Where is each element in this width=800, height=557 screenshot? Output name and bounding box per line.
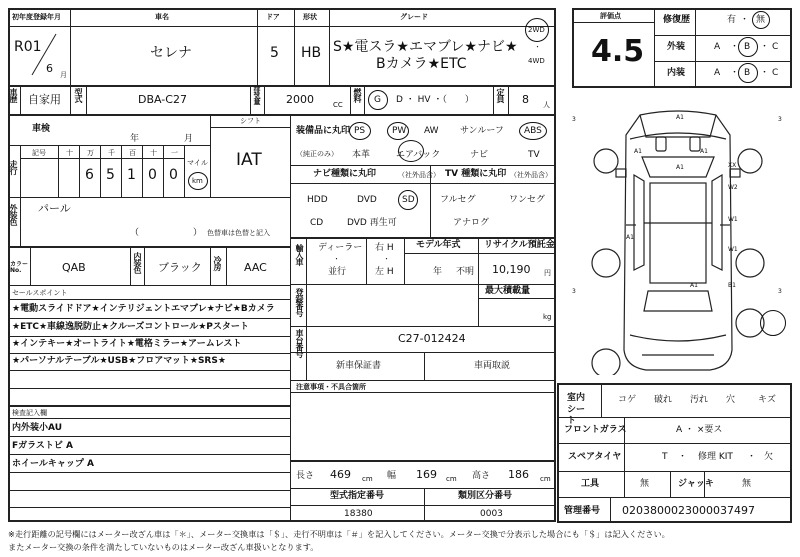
length-unit: cm	[362, 475, 373, 483]
equipment-item: PS	[354, 126, 366, 136]
spare-dot-1: ・	[678, 452, 688, 462]
odometer-digit: 5	[106, 167, 115, 183]
recycle-label: リサイクル預託金	[484, 240, 555, 250]
nav-dvd-play: DVD 再生可	[347, 218, 397, 228]
odometer-digit: 1	[127, 167, 136, 183]
odometer-digit: 6	[85, 167, 94, 183]
displacement-value: 2000	[286, 93, 314, 106]
nav-dvd: DVD	[357, 195, 377, 205]
class-number: 0003	[480, 509, 503, 519]
mark-1: A1	[676, 114, 684, 121]
width-label: 幅	[387, 471, 397, 481]
capacity-unit: 人	[543, 101, 550, 109]
mgmt-label: 管理番号	[564, 506, 601, 516]
mark-5: XX	[728, 162, 737, 169]
inspector-label: 検査記入欄	[12, 409, 47, 417]
length-label: 長さ	[296, 471, 315, 481]
repair-no: 無	[756, 15, 766, 25]
exterior-grade-label: 外装	[667, 42, 686, 52]
selling-point-3: ★インテキー★オートライト★電格ミラー★アームレスト	[12, 339, 242, 349]
windshield-value: A ・ ×要ス	[676, 425, 723, 435]
interior-color: ブラック	[158, 261, 202, 274]
nav-title: ナビ種類に丸印	[313, 169, 377, 179]
mark-2: A1	[634, 148, 642, 155]
equipment-sub: （純正のみ）	[296, 150, 338, 158]
fuel-label: 燃料	[353, 88, 362, 102]
tire-label-fr: 3	[778, 116, 782, 123]
tv-title: TV 種類に丸印	[445, 169, 507, 179]
grade-line1: S★電スラ★エマブレ★ナビ★	[333, 39, 518, 55]
model-year-unit: 年	[433, 267, 443, 277]
class-number-label: 類別区分番号	[458, 491, 513, 501]
selling-point-4: ★パーソナルテーブル★USB★フロアマット★SRS★	[12, 356, 226, 366]
exterior-color: パール	[38, 202, 71, 215]
spare-tire-circle	[760, 310, 786, 336]
spare-none: 欠	[764, 452, 774, 462]
chassis-number: C27-012424	[398, 332, 466, 345]
spare-t: T	[662, 452, 668, 462]
airbag-circle	[398, 140, 424, 162]
tire-label-fl: 3	[572, 116, 576, 123]
grade-dot: ・	[760, 42, 770, 52]
jack-value: 無	[742, 479, 752, 489]
import-left-h: 左 H	[375, 267, 394, 277]
use-value: 自家用	[28, 93, 61, 106]
spare-dot-2: ・	[747, 452, 757, 462]
model-year-unknown: 不明	[456, 267, 475, 277]
repair-label: 修復歴	[663, 15, 691, 25]
height-value: 186	[508, 468, 529, 481]
width-value: 169	[416, 468, 437, 481]
odometer-digit: 0	[169, 167, 178, 183]
footer-note-1: ※走行距離の記号欄にはメーター改ざん車は「＊」、メーター交換車は「＄」、走行不明車は「＃」を記入してください。メーター交換で分表示した場合にも「＄」は記入ください。	[8, 529, 670, 539]
fuel-rest: D ・ HV ・（ ）	[396, 95, 474, 105]
digit-header: 千	[108, 149, 115, 157]
mark-6: W2	[728, 184, 738, 191]
equipment-item: ABS	[524, 126, 542, 136]
nav-hdd: HDD	[307, 195, 328, 205]
displacement-label: 排気量	[253, 86, 261, 104]
kg-unit: kg	[543, 313, 552, 321]
import-label: 輸入車	[295, 244, 304, 265]
color-change-note: 色替車は色替と記入	[207, 229, 270, 237]
type-designation-label: 型式指定番号	[330, 491, 385, 501]
ac-label: 冷房	[213, 256, 222, 270]
shift-label: シフト	[240, 117, 261, 125]
diagonal-slash	[30, 32, 58, 77]
door-label: ドア	[266, 13, 280, 21]
seat-item: 破れ	[654, 395, 673, 405]
repair-yes: 有	[727, 15, 737, 25]
shift-value: IAT	[236, 150, 262, 170]
doors: 5	[270, 45, 279, 61]
digit-header: 万	[87, 149, 94, 157]
grade-b: B	[744, 68, 751, 78]
first-reg-month: 6	[46, 62, 53, 75]
height-unit: cm	[540, 475, 551, 483]
notes-label: 注意事項・不具合箇所	[296, 383, 366, 391]
tool-label: 工具	[581, 479, 600, 489]
sign-label: 記号	[32, 149, 46, 157]
car-name: セレナ	[150, 45, 192, 61]
equipment-item: TV	[528, 150, 540, 160]
tv-sub: （社外品含）	[510, 171, 552, 179]
nav-sd: SD	[402, 195, 415, 205]
import-right-h: 右 H	[375, 243, 394, 253]
grade-a: A	[714, 68, 721, 78]
tv-analog: アナログ	[453, 218, 490, 228]
digit-header: 百	[129, 149, 136, 157]
interior-grade-label: 内装	[667, 68, 686, 78]
type-designation: 18380	[344, 509, 373, 519]
repair-dot: ・	[740, 15, 750, 25]
grade-dot: ・	[730, 42, 740, 52]
width-unit: cm	[446, 475, 457, 483]
mark-10: B1	[728, 282, 736, 289]
mark-9: A1	[626, 234, 634, 241]
score-value: 4.5	[591, 34, 645, 69]
grade-dot: ・	[760, 68, 770, 78]
equipment-item: 本革	[352, 150, 371, 160]
yen-unit: 円	[544, 269, 551, 277]
color-code-label: カラーNo.	[10, 261, 29, 274]
grade-c: C	[772, 68, 779, 78]
digit-header: 十	[66, 149, 73, 157]
mark-7: W1	[728, 216, 738, 223]
drive-2wd: 2WD	[528, 26, 545, 34]
digit-header: 十	[150, 149, 157, 157]
reg-label: 登録番号	[295, 288, 304, 316]
selling-points-label: セールスポイント	[12, 289, 68, 297]
mgmt-number: 0203800023000037497	[622, 504, 755, 517]
mark-3: A1	[700, 148, 708, 155]
model-year-label: モデル年式	[416, 240, 461, 250]
grade-a: A	[714, 42, 721, 52]
mileage-label: 走行	[9, 160, 18, 174]
tire-label-rl: 3	[572, 288, 576, 295]
first-reg-label: 初年度登録年月	[12, 13, 61, 21]
shaken-year-unit: 年	[130, 134, 140, 144]
mark-11: A1	[690, 282, 698, 289]
grade-label: グレード	[400, 13, 428, 21]
import-dealer: ディーラー	[318, 243, 363, 253]
equipment-item: PW	[392, 126, 407, 136]
capacity-label: 定員	[496, 88, 505, 102]
equipment-item: サンルーフ	[460, 126, 504, 136]
shape-label: 形状	[303, 13, 317, 21]
grade-dot: ・	[730, 68, 740, 78]
spare-kit: 修理 KIT	[698, 452, 733, 462]
inspector-line-3: ホイールキャップ A	[12, 459, 94, 469]
capacity-value: 8	[522, 93, 529, 106]
grade-line2: Bカメラ★ETC	[376, 56, 467, 72]
length-value: 469	[330, 468, 351, 481]
grade-c: C	[772, 42, 779, 52]
vehicle-manual: 車両取説	[474, 361, 511, 371]
nav-sub: （社外品含）	[398, 171, 440, 179]
selling-point-1: ★電動スライドドア★インテリジェントエマブレ★ナビ★Bカメラ	[12, 304, 275, 314]
import-dot-2: ・	[383, 255, 390, 263]
windshield-label: フロントガラス	[564, 425, 627, 435]
color-code: QAB	[62, 261, 86, 274]
cc-unit: CC	[333, 101, 343, 109]
mark-4: A1	[676, 164, 684, 171]
tire-label-rr: 3	[778, 288, 782, 295]
first-reg-era: R01	[14, 39, 42, 55]
exterior-color-paren: （ ）	[130, 228, 203, 238]
import-dot-1: ・	[333, 255, 340, 263]
import-parallel: 並行	[328, 267, 347, 277]
equipment-item: エアバック	[396, 150, 441, 160]
exterior-color-label: 外装色	[9, 204, 18, 225]
interior-color-label: 内装色	[133, 252, 142, 273]
chassis-label: 車台番号	[295, 329, 304, 357]
seat-item: 汚れ	[690, 395, 709, 405]
inspector-line-2: Fガラストビ A	[12, 441, 73, 451]
interior-seat-label: 室内シート	[567, 393, 586, 427]
tool-value: 無	[640, 479, 650, 489]
car-name-label: 車名	[155, 13, 169, 21]
spare-tire-label: スペアタイヤ	[568, 452, 622, 462]
shape: HB	[301, 45, 322, 61]
shaken-month-unit: 月	[184, 134, 194, 144]
equipment-item: AW	[424, 126, 439, 136]
new-warranty: 新車保証書	[336, 361, 382, 371]
digit-header: 一	[171, 149, 178, 157]
tv-fullseg: フルセグ	[440, 195, 476, 205]
month-unit: 月	[60, 71, 67, 79]
mile-label: マイル	[187, 159, 208, 167]
seat-item: コゲ	[618, 395, 637, 405]
model-value: DBA-C27	[138, 93, 187, 106]
drive-4wd: 4WD	[528, 57, 545, 65]
fuel-g: G	[374, 95, 381, 105]
mark-8: W1	[728, 246, 738, 253]
height-label: 高さ	[472, 471, 491, 481]
grade-b: B	[744, 42, 751, 52]
tv-oneseg: ワンセグ	[509, 195, 546, 205]
shaken-label: 車検	[32, 124, 51, 134]
odometer-digit: 0	[148, 167, 157, 183]
model-label: 型式	[74, 88, 83, 102]
equipment-item: ナビ	[470, 150, 489, 160]
drive-dot: ・	[534, 43, 541, 51]
car-damage-diagram	[560, 105, 796, 375]
jack-label: ジャッキ	[678, 479, 714, 489]
seat-item: キズ	[758, 395, 776, 405]
score-label: 評価点	[600, 12, 621, 20]
equipment-label: 装備品に丸印	[296, 126, 351, 136]
ac-value: AAC	[244, 261, 267, 274]
footer-note-2: またメーター交換の条件を満たしていないものはメーター改ざん車扱いとなります。	[8, 542, 319, 552]
recycle-value: 10,190	[492, 263, 531, 276]
inspector-line-1: 内外装小AU	[12, 423, 62, 433]
selling-point-2: ★ETC★車線逸脱防止★クルーズコントロール★Pスタート	[12, 322, 249, 332]
use-label: 車歴	[9, 88, 18, 102]
nav-cd: CD	[310, 218, 324, 228]
seat-item: 穴	[726, 395, 736, 405]
km-label: km	[192, 177, 203, 185]
max-load-label: 最大積載量	[485, 286, 531, 296]
